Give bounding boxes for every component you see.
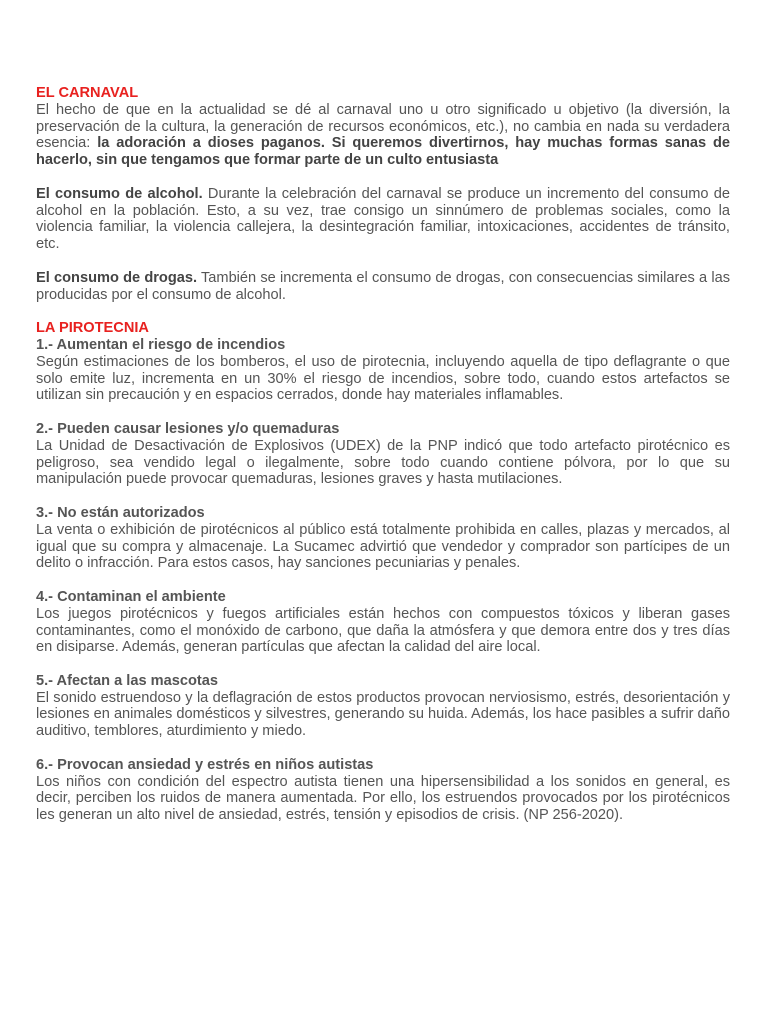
pirotecnia-item-text: La venta o exhibición de pirotécnicos al público está totalmente prohibida en calles, plazas y mercados, al igual que su compra y almacenaje. La Sucamec advirtió que vendedor y comprador son partícipes de un delito o infracción. Para estos casos, hay sanciones pecuniarias y penales.	[36, 521, 730, 572]
section-heading-pirotecnia: LA PIROTECNIA	[36, 320, 149, 337]
spacer	[36, 488, 730, 505]
drogas-text: También se incrementa el consumo de drogas, con consecuencias similares a las producidas por el consumo de alcohol.	[36, 269, 731, 303]
carnaval-intro-bold: la adoración a dioses paganos. Si queremos divertirnos, hay muchas formas sanas de hacerlo, sin que tengamos que formar parte de un culto entusiasta	[36, 135, 730, 169]
spacer	[36, 404, 730, 421]
drogas-paragraph	[36, 270, 730, 304]
carnaval-intro-paragraph	[36, 102, 730, 169]
spacer	[36, 656, 730, 673]
pirotecnia-item-title: 6.- Provocan ansiedad y estrés en niños autistas	[36, 756, 374, 773]
alcohol-lead: El consumo de alcohol.	[36, 185, 203, 202]
carnaval-intro-text: El hecho de que en la actualidad se dé al carnaval uno u otro significado u objetivo (la diversión, la preservación de la cultura, la generación de recursos económicos, etc.), no cambia en nada su verdadera esencia:	[36, 101, 730, 152]
drogas-lead: El consumo de drogas.	[36, 269, 198, 286]
pirotecnia-item-title: 5.- Afectan a las mascotas	[36, 672, 218, 689]
pirotecnia-item-title: 1.- Aumentan el riesgo de incendios	[36, 336, 286, 353]
pirotecnia-item-text: Los juegos pirotécnicos y fuegos artificiales están hechos con compuestos tóxicos y liberan gases contaminantes, como el monóxido de carbono, que daña la atmósfera y que demora entre dos y tres días en disiparse. Además, generan partículas que afectan la calidad del aire local.	[36, 605, 730, 656]
spacer	[36, 169, 730, 186]
spacer	[36, 572, 730, 589]
spacer	[36, 740, 730, 757]
pirotecnia-item-text: El sonido estruendoso y la deflagración de estos productos provocan nerviosismo, estrés, desorientación y lesiones en animales domésticos y silvestres, generando su huida. Además, los hace pasibles a sufrir daño auditivo, temblores, aturdimiento y miedo.	[36, 689, 730, 740]
pirotecnia-item-text: Los niños con condición del espectro autista tienen una hipersensibilidad a los sonidos en general, es decir, perciben los ruidos de manera aumentada. Por ello, los estruendos provocados por los pirotécnicos les generan un alto nivel de ansiedad, estrés, tensión y episodios de crisis. (NP 256-2020).	[36, 773, 730, 824]
spacer	[36, 303, 730, 320]
section-heading-carnaval: EL CARNAVAL	[36, 85, 139, 101]
alcohol-paragraph	[36, 186, 730, 253]
pirotecnia-item-title: 2.- Pueden causar lesiones y/o quemaduras	[36, 420, 340, 437]
pirotecnia-item-title: 4.- Contaminan el ambiente	[36, 588, 226, 605]
alcohol-text: Durante la celebración del carnaval se produce un incremento del consumo de alcohol en la población. Esto, a su vez, trae consigo un sinnúmero de problemas sociales, como la violencia familiar, la violencia callejera, la desintegración familiar, intoxicaciones, accidentes de tránsito, etc.	[36, 185, 730, 253]
pirotecnia-item-text: Según estimaciones de los bomberos, el uso de pirotecnia, incluyendo aquella de tipo deflagrante o que solo emite luz, incrementa en un 30% el riesgo de incendios, sobre todo, cuando estos artefactos se utilizan sin precaución y en espacios cerrados, donde hay materiales inflamables.	[36, 353, 730, 404]
pirotecnia-item-title: 3.- No están autorizados	[36, 504, 205, 521]
pirotecnia-item-text: La Unidad de Desactivación de Explosivos (UDEX) de la PNP indicó que todo artefacto pirotécnico es peligroso, sea vendido legal o ilegalmente, sobre todo cuando contiene pólvora, por lo que su manipulación puede provocar quemaduras, lesiones graves y hasta mutilaciones.	[36, 437, 730, 488]
spacer	[36, 253, 730, 270]
